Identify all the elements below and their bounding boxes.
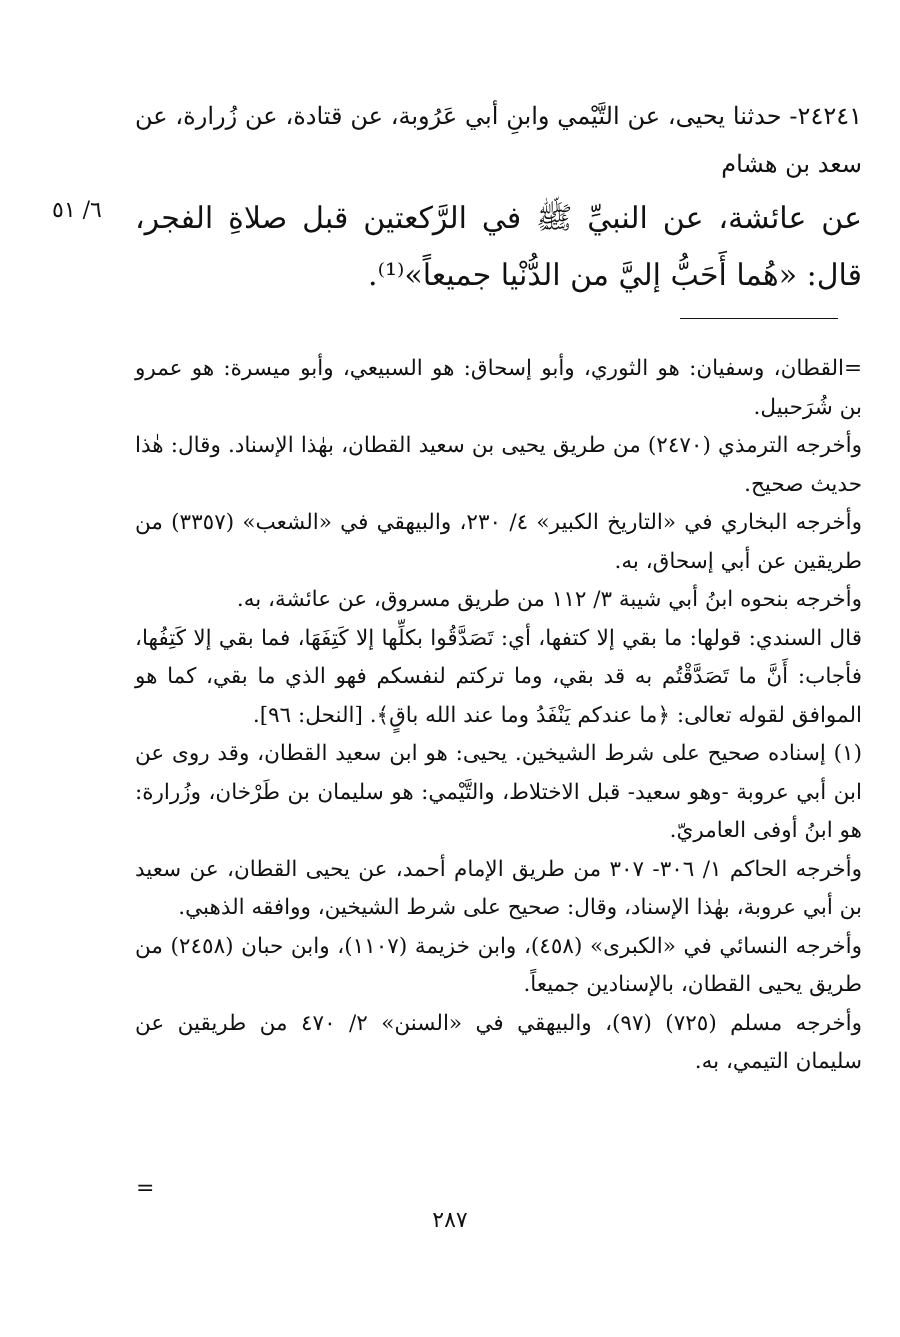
footnote-paragraph: وأخرجه مسلم (٧٢٥) (٩٧)، والبيهقي في «السنن» ٢/ ٤٧٠ من طريقين عن سليمان التيمي، به. <box>135 1010 862 1074</box>
footnote-paragraph: وأخرجه البخاري في «التاريخ الكبير» ٤/ ٢٣٠، والبيهقي في «الشعب» (٣٣٥٧) من طريقين عن أبي إسحاق، به. <box>135 510 863 574</box>
footnotes <box>135 350 862 1082</box>
continuation-mark: = <box>136 1176 155 1201</box>
footnote-paragraph: =القطان، وسفيان: هو الثوري، وأبو إسحاق: هو السبيعي، وأبو ميسرة: هو عمرو بن شُرَحبيل. <box>135 356 862 420</box>
footnote-paragraph: وأخرجه الحاكم ١/ ٣٠٦- ٣٠٧ من طريق الإمام أحمد، عن يحيى القطان، عن سعيد بن أبي عروبة، بهٰذا الإسناد، وقال: صحيح على شرط الشيخين، ووافقه الذهبي. <box>135 856 862 920</box>
hadith-isnad: ٢٤٢٤١- حدثنا يحيى، عن التَّيْمي وابنِ أبي عَرُوبة، عن قتادة، عن زُرارة، عن سعد بن هشام <box>135 102 862 178</box>
page-number: ٢٨٧ <box>432 1208 468 1233</box>
footnote-paragraph: (١) إسناده صحيح على شرط الشيخين. يحيى: هو ابن سعيد القطان، وقد روى عن ابن أبي عروبة -وهو سعيد- قبل الاختلاط، والتَّيْمي: هو سليمان بن طَرْخان، وزُرارة: هو ابنُ أوفى العامريّ. <box>135 741 862 843</box>
footnote-separator <box>680 318 838 319</box>
footnote-paragraph: وأخرجه الترمذي (٢٤٧٠) من طريق يحيى بن سعيد القطان، بهٰذا الإسناد. وقال: هٰذا حديث صحيح. <box>135 433 863 497</box>
hadith-matn: عن عائشة، عن النبيِّ ﷺ في الرَّكعتين قبل صلاةِ الفجر، قال: «هُما أَحَبُّ إليَّ من الدُّنْيا جميعاً»⁽¹⁾. <box>135 201 862 293</box>
footnote-paragraph: وأخرجه بنحوه ابنُ أبي شيبة ٣/ ١١٢ من طريق مسروق، عن عائشة، به. <box>236 587 862 612</box>
margin-volume-page-reference: ٦/ ٥١ <box>52 198 102 223</box>
footnote-paragraph: وأخرجه النسائي في «الكبرى» (٤٥٨)، وابن خزيمة (١١٠٧)، وابن حبان (٢٤٥٨) من طريق يحيى القطان، بالإسنادين جميعاً. <box>135 933 862 997</box>
footnote-paragraph: قال السندي: قولها: ما بقي إلا كتفها، أي: تَصَدَّقُوا بكلِّها إلا كَتِفَهَا، فما بقي إلا كَتِفُها، فأجاب: أَنَّ ما تَصَدَّقْتُم به قد بقي، وما تركتم لنفسكم فهو الذي ما بقي، كما هو الموافق لقوله تعالى: ﴿ما عندكم يَنْفَدُ وما عند الله باقٍ﴾. [النحل: ٩٦]. <box>135 625 862 728</box>
